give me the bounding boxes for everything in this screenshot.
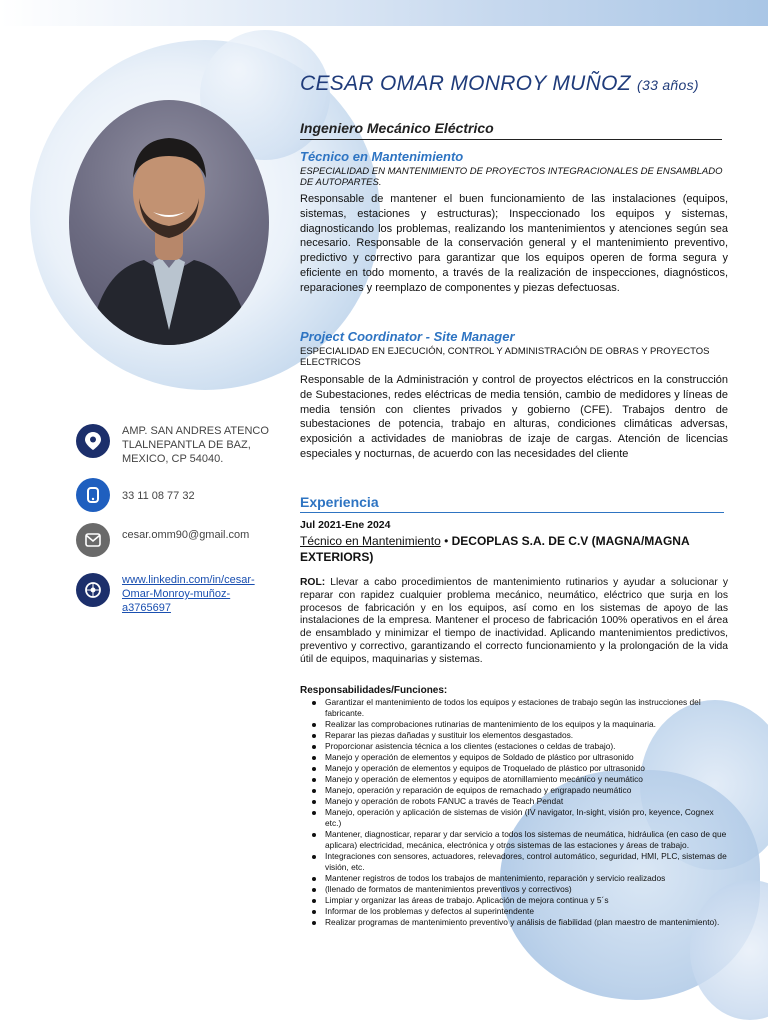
profession-heading: Ingeniero Mecánico Eléctrico	[300, 120, 722, 140]
linkedin-icon	[76, 573, 110, 607]
linkedin-link[interactable]: www.linkedin.com/in/cesar-Omar-Monroy-muñoz-a3765697	[122, 574, 255, 614]
experience-section-title: Experiencia	[300, 494, 724, 513]
profile-specialty: ESPECIALIDAD EN MANTENIMIENTO DE PROYECTOS INTEGRACIONALES DE ENSAMBLADO DE AUTOPARTES.	[300, 166, 723, 188]
experience-role	[300, 577, 728, 667]
contact-phone	[76, 478, 276, 514]
list-item: Limpiar y organizar las áreas de trabajo. Aplicación de mejora continua y 5´s	[325, 895, 728, 906]
person-portrait-icon	[69, 100, 269, 345]
profile-title: Project Coordinator - Site Manager	[300, 329, 515, 344]
contact-address	[76, 424, 276, 472]
candidate-name	[300, 72, 740, 96]
list-item: Mantener registros de todos los trabajos de mantenimiento, reparación y servicio realizados	[325, 873, 728, 884]
experience-company: DECOPLAS S.A. DE C.V (MAGNA/MAGNA EXTERIORS)	[300, 534, 690, 564]
list-item: Garantizar el mantenimiento de todos los equipos y estaciones de trabajo según las instrucciones del fabricante.	[325, 697, 728, 719]
experience-dates: Jul 2021-Ene 2024	[300, 519, 391, 531]
role-label: ROL:	[300, 577, 326, 588]
list-item: Integraciones con sensores, actuadores, relevadores, control automático, seguridad, HMI, PLC, sistemas de visión, etc.	[325, 851, 727, 872]
list-item: Proporcionar asistencia técnica a los clientes (estaciones o celdas de trabajo).	[325, 741, 728, 752]
profile-photo	[69, 100, 269, 345]
email-icon	[76, 523, 110, 557]
profile-title: Técnico en Mantenimiento	[300, 149, 464, 164]
list-item: Informar de los problemas y defectos al superintendente	[325, 906, 728, 917]
list-item: Realizar programas de mantenimiento preventivo y análisis de fiabilidad (plan maestro de mantenimiento).	[325, 917, 728, 928]
responsibilities-list	[300, 697, 728, 928]
age-text: (33 años)	[637, 77, 699, 93]
list-item: Reparar las piezas dañadas y sustituir los elementos desgastados.	[325, 730, 728, 741]
role-text: Llevar a cabo procedimientos de mantenimiento rutinarios y ayudar a solucionar y reparar con rapidez cualquier problema mecánico, neumático, eléctrico que surja en los procesos de fabricación y en los equipos, así como en los sistemas de apoyo de las instalaciones de la empresa. Mantener el proceso de fabricación 100% operativos en el área de ensamblado y minimizar el tiempo de inactividad. Aplicando mantenimientos predictivos, preventivo y correctivo, garantizando el correcto funcionamiento y la prolongación de la vida útil de equipos, maquinarias y sistemas.	[300, 577, 728, 665]
address-text: AMP. SAN ANDRES ATENCO TLALNEPANTLA DE BAZ, MEXICO, CP 54040.	[122, 425, 269, 465]
list-item: Manejo y operación de elementos y equipos de Troquelado de plástico por ultrasonido	[325, 763, 728, 774]
list-item: Realizar las comprobaciones rutinarias de mantenimiento de los equipos y la maquinaria.	[325, 719, 728, 730]
list-item: (llenado de formatos de mantenimientos preventivos y correctivos)	[325, 884, 728, 895]
profile-description: Responsable de mantener el buen funcionamiento de las instalaciones (equipos, sistemas, estaciones y estructuras); Inspeccionado los equipos y sistemas, diagnosticando los problemas, realizando los mantenimientos y atenciones según sea necesario. Responsable de la conservación general y el mantenimiento preventivo, predictivo y correctivo para garantizar que los equipos operen de forma segura y eficiente en todo momento, a través de la realización de inspecciones, diagnósticos, reparaciones y reemplazo de componentes y piezas defectuosas.	[300, 193, 728, 294]
list-item: Manejo, operación y aplicación de sistemas de visión (IV navigator, In-sight, visión pro, keyence, Cognex etc.)	[325, 807, 728, 829]
list-item: Manejo y operación de elementos y equipos de Soldado de plástico por ultrasonido	[325, 752, 728, 763]
list-item: Manejo y operación de elementos y equipos de atornillamiento mecánico y neumático	[325, 774, 728, 785]
list-item: Manejo y operación de robots FANUC a través de Teach Pendat	[325, 796, 728, 807]
list-item: Manejo, operación y reparación de equipos de remachado y engrapado neumático	[325, 785, 728, 796]
profile-description: Responsable de la Administración y control de proyectos eléctricos en la construcción de Subestaciones, redes eléctricas de media tensión, cambio de medidores y líneas de media tensión con clientes privados y gobierno (CFE). Trabajos dentro de subestaciones de potencia, trabajo en alturas, condiciones climáticas adversas, exposición a actividades de maniobras de izaje de cargas. Atención de licencias especiales y nocturnas, de acuerdo con las necesidades del cliente	[300, 374, 728, 460]
list-item: Mantener, diagnosticar, reparar y dar servicio a todos los sistemas de neumática, hidráulica (en caso de que aplicara) electricidad, mecánica, electrónica y otros sistemas de las estaciones y áreas de trabajo.	[325, 829, 727, 850]
contact-linkedin	[76, 573, 276, 619]
profile-specialty: ESPECIALIDAD EN EJECUCIÓN, CONTROL Y ADMINISTRACIÓN DE OBRAS Y PROYECTOS ELECTRICOS	[300, 346, 710, 368]
responsibilities-title: Responsabilidades/Funciones:	[300, 685, 448, 696]
email-text[interactable]: cesar.omm90@gmail.com	[122, 529, 250, 541]
experience-position: Técnico en Mantenimiento	[300, 534, 441, 548]
contact-email	[76, 523, 276, 559]
experience-heading	[300, 533, 728, 565]
phone-text: 33 11 08 77 32	[122, 490, 195, 502]
top-decorative-band	[0, 0, 768, 26]
phone-icon	[76, 478, 110, 512]
name-text: CESAR OMAR MONROY MUÑOZ	[300, 72, 631, 95]
experience-separator: •	[440, 534, 452, 548]
location-pin-icon	[76, 424, 110, 458]
